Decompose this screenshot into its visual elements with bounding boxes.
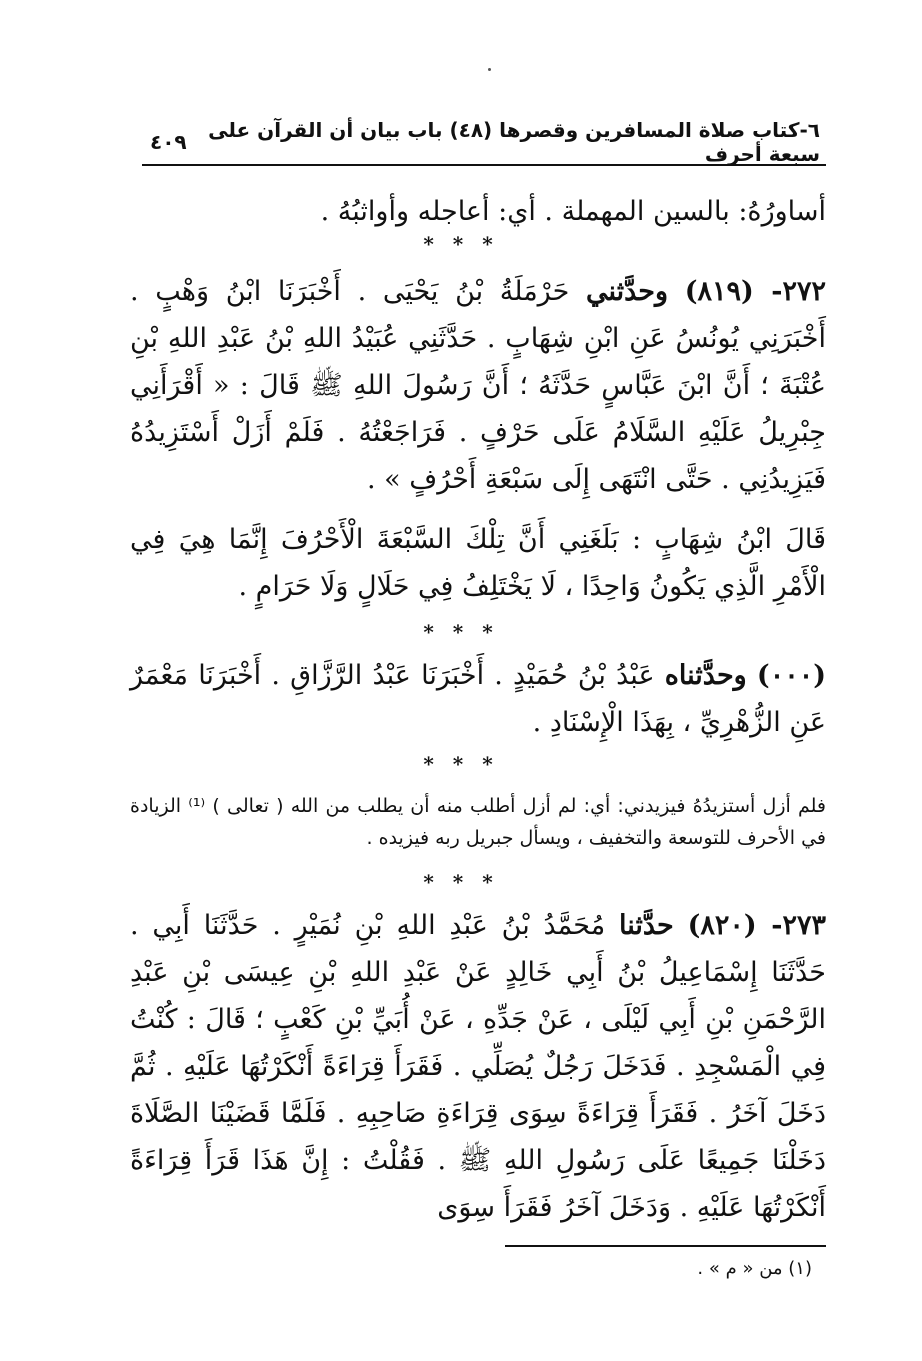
hadith-number: ٢٧٢- (٨١٩) bbox=[684, 276, 826, 307]
hadith-number: ٢٧٣- (٨٢٠) bbox=[687, 910, 826, 941]
running-title: ٦-كتاب صلاة المسافرين وقصرها (٤٨) باب بيان أن القرآن على سبعة أحرف bbox=[208, 118, 820, 166]
hadith-text: مُحَمَّدُ بْنُ عَبْدِ اللهِ بْنِ نُمَيْرٍ . حَدَّثَنَا أَبِي . حَدَّثَنَا إِسْمَاعِيلُ بْنُ أَبِي خَالِدٍ عَنْ عَبْدِ اللهِ بْنِ عِيسَى بْنِ عَبْدِ الرَّحْمَنِ بْنِ أَبِي لَيْلَى ، عَنْ جَدِّهِ ، عَنْ أُبَيِّ بْنِ كَعْبٍ ؛ قَالَ : كُنْتُ فِي الْمَسْجِدِ . فَدَخَلَ رَجُلٌ يُصَلِّي . فَقَرَأَ قِرَاءَةً أَنْكَرْتُهَا عَلَيْهِ . ثُمَّ دَخَلَ آخَرُ . فَقَرَأَ قِرَاءَةً سِوَى قِرَاءَةِ صَاحِبِهِ . فَلَمَّا قَضَيْنَا الصَّلَاةَ دَخَلْنَا جَمِيعًا عَلَى رَسُولِ اللهِ ﷺ . فَقُلْتُ : إِنَّ هَذَا قَرَأَ قِرَاءَةً أَنْكَرْتُهَا عَلَيْهِ . وَدَخَلَ آخَرُ فَقَرَأَ سِوَى bbox=[130, 910, 826, 1223]
hadith-lead: حدَّثنا bbox=[619, 910, 674, 941]
ibn-shihab-text: قَالَ ابْنُ شِهَابٍ : بَلَغَنِي أَنَّ تِلْكَ السَّبْعَةَ الْأَحْرُفَ إِنَّمَا هِيَ فِي الْأَمْرِ الَّذِي يَكُونُ وَاحِدًا ، لَا يَخْتَلِفُ فِي حَلَالٍ وَلَا حَرَامٍ . bbox=[130, 524, 826, 602]
hadith-text: عَبْدُ بْنُ حُمَيْدٍ . أَخْبَرَنَا عَبْدُ الرَّزَّاقِ . أَخْبَرَنَا مَعْمَرٌ عَنِ الزُّهْرِيِّ ، بِهَذَا الْإِسْنَادِ . bbox=[130, 660, 826, 738]
hadith-text: حَرْمَلَةُ بْنُ يَحْيَى . أَخْبَرَنَا ابْنُ وَهْبٍ . أَخْبَرَنِي يُونُسُ عَنِ ابْنِ شِهَابٍ . حَدَّثَنِي عُبَيْدُ اللهِ بْنُ عَبْدِ اللهِ بْنِ عُتْبَةَ ؛ أَنَّ ابْنَ عَبَّاسٍ حَدَّثَهُ ؛ أَنَّ رَسُولَ اللهِ ﷺ قَالَ : « أَقْرَأَنِي جِبْرِيلُ عَلَيْهِ السَّلَامُ عَلَى حَرْفٍ . فَرَاجَعْتُهُ . فَلَمْ أَزَلْ أَسْتَزِيدُهُ فَيَزِيدُنِي . حَتَّى انْتَهَى إِلَى سَبْعَةِ أَحْرُفٍ » . bbox=[130, 276, 826, 495]
intro-gloss bbox=[130, 188, 826, 235]
scan-speck bbox=[488, 68, 491, 71]
hadith-272 bbox=[130, 268, 826, 503]
ibn-shihab-note bbox=[130, 516, 826, 610]
hadith-number: (٠٠٠) bbox=[756, 660, 826, 691]
page-number: ٤٠٩ bbox=[150, 130, 187, 154]
header-rule bbox=[142, 164, 826, 166]
footnote-rule bbox=[505, 1245, 826, 1247]
separator-3: * * * bbox=[423, 752, 499, 776]
hadith-lead: وحدَّثناه bbox=[664, 660, 747, 691]
separator-4: * * * bbox=[423, 870, 499, 894]
separator-1: * * * bbox=[423, 232, 499, 256]
commentary bbox=[130, 790, 826, 854]
hadith-lead: وحدَّثني bbox=[585, 276, 669, 307]
intro-text: أساورُهُ: بالسين المهملة . أي: أعاجله وأواثبُهُ . bbox=[320, 196, 826, 227]
footnote-text: (١) من « م » . bbox=[697, 1258, 812, 1279]
separator-2: * * * bbox=[423, 620, 499, 644]
running-header bbox=[150, 118, 820, 166]
footnote bbox=[697, 1258, 812, 1279]
commentary-text: فلم أزل أستزيدُهُ فيزيدني: أي: لم أزل أطلب منه أن يطلب من الله ( تعالى ) ⁽¹⁾ الزيادة في الأحرف للتوسعة والتخفيف ، ويسأل جبريل ربه فيزيده . bbox=[130, 795, 827, 849]
hadith-273 bbox=[130, 902, 826, 1231]
hadith-000 bbox=[130, 652, 826, 746]
